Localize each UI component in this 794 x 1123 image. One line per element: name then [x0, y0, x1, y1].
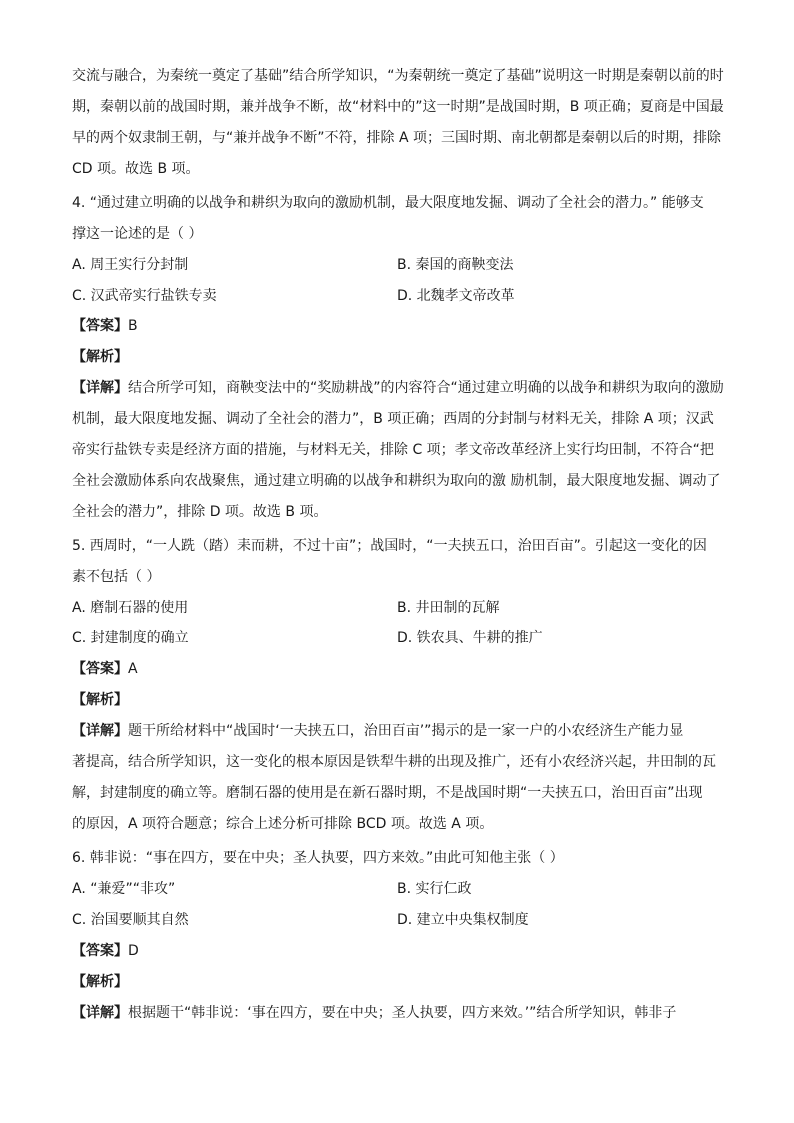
analysis-label: 【解析】 — [72, 349, 128, 365]
detail-label: 【详解】 — [72, 380, 128, 396]
analysis-label: 【解析】 — [72, 692, 128, 708]
question-stem: 撑这一论述的是（ ） — [72, 226, 203, 242]
option-d: D. 建立中央集权制度 — [397, 912, 529, 928]
option-b: B. 实行仁政 — [397, 881, 472, 897]
intro-line: 早的两个奴隶制王朝，与“兼并战争不断”不符，排除 A 项；三国时期、南北朝都是秦朝以后的时期，排除 — [72, 130, 721, 146]
option-a: A. 周王实行分封制 — [72, 257, 189, 273]
option-d: D. 北魏孝文帝改革 — [397, 288, 515, 304]
option-a: A. 磨制石器的使用 — [72, 600, 189, 616]
answer-line — [72, 659, 728, 679]
option-a: A. “兼爱”“非攻” — [72, 881, 176, 897]
detail-text: 题干所给材料中“战国时‘一夫挟五口，治田百亩’”揭示的是一家一户的小农经济生产能力显 — [128, 723, 684, 739]
intro-line: CD 项。故选 B 项。 — [72, 161, 200, 177]
option-c: C. 汉武帝实行盐铁专卖 — [72, 288, 217, 304]
answer-line — [72, 316, 728, 336]
question-stem: 5. 西周时，“一人跣（踏）耒而耕，不过十亩”；战国时，“一夫挟五口，治田百亩”。引起这一变化的因 — [72, 538, 707, 554]
question-stem: 6. 韩非说：“事在四方，要在中央；圣人执要，四方来效。”由此可知他主张（ ） — [72, 850, 564, 866]
detail-line — [72, 721, 728, 741]
intro-line: 期，秦朝以前的战国时期，兼并战争不断，故“材料中的”这一时期”是战国时期，B 项正确；夏商是中国最 — [72, 99, 724, 115]
answer-label: 【答案】 — [72, 661, 128, 677]
analysis-label-line — [72, 690, 728, 710]
question-stem: 4. “通过建立明确的以战争和耕织为取向的激励机制，最大限度地发掘、调动了全社会的潜力。” 能够支 — [72, 195, 704, 211]
option-b: B. 井田制的瓦解 — [397, 600, 500, 616]
answer-label: 【答案】 — [72, 943, 128, 959]
detail-line: 解，封建制度的确立等。磨制石器的使用是在新石器时期，不是战国时期“一夫挟五口，治田百亩”出现 — [72, 785, 703, 801]
intro-line: 交流与融合，为秦统一奠定了基础”结合所学知识，“为秦朝统一奠定了基础”说明这一时期是秦朝以前的时 — [72, 68, 724, 84]
detail-line — [72, 1003, 728, 1023]
option-c: C. 封建制度的确立 — [72, 630, 189, 646]
detail-line: 帝实行盐铁专卖是经济方面的措施，与材料无关，排除 C 项；孝文帝改革经济上实行均田制，不符合“把 — [72, 442, 714, 458]
analysis-label: 【解析】 — [72, 974, 128, 990]
analysis-label-line — [72, 972, 728, 992]
answer-label: 【答案】 — [72, 318, 128, 334]
detail-line — [72, 378, 728, 398]
answer-value: B — [128, 318, 138, 334]
answer-value: D — [128, 943, 139, 959]
detail-line: 著提高，结合所学知识，这一变化的根本原因是铁犁牛耕的出现及推广，还有小农经济兴起，井田制的瓦 — [72, 754, 716, 770]
option-b: B. 秦国的商鞅变法 — [397, 257, 514, 273]
option-d: D. 铁农具、牛耕的推广 — [397, 630, 543, 646]
detail-line: 全社会的潜力”，排除 D 项。故选 B 项。 — [72, 504, 328, 520]
answer-value: A — [128, 661, 138, 677]
detail-label: 【详解】 — [72, 723, 128, 739]
detail-label: 【详解】 — [72, 1005, 128, 1021]
detail-line: 机制，最大限度地发掘、调动了全社会的潜力”，B 项正确；西周的分封制与材料无关，排除 A 项；汉武 — [72, 411, 714, 427]
detail-text: 结合所学可知，商鞅变法中的“奖励耕战”的内容符合“通过建立明确的以战争和耕织为取向的激励 — [128, 380, 724, 396]
detail-line: 的原因，A 项符合题意；综合上述分析可排除 BCD 项。故选 A 项。 — [72, 816, 494, 832]
detail-line: 全社会激励体系向农战聚焦，通过建立明确的以战争和耕织为取向的激 励机制，最大限度地发掘、调动了 — [72, 473, 721, 489]
question-stem: 素不包括（ ） — [72, 569, 161, 585]
answer-line — [72, 941, 728, 961]
analysis-label-line — [72, 347, 728, 367]
detail-text: 根据题干“韩非说：‘事在四方，要在中央；圣人执要，四方来效。’”结合所学知识，韩非子 — [128, 1005, 677, 1021]
option-c: C. 治国要顺其自然 — [72, 912, 189, 928]
